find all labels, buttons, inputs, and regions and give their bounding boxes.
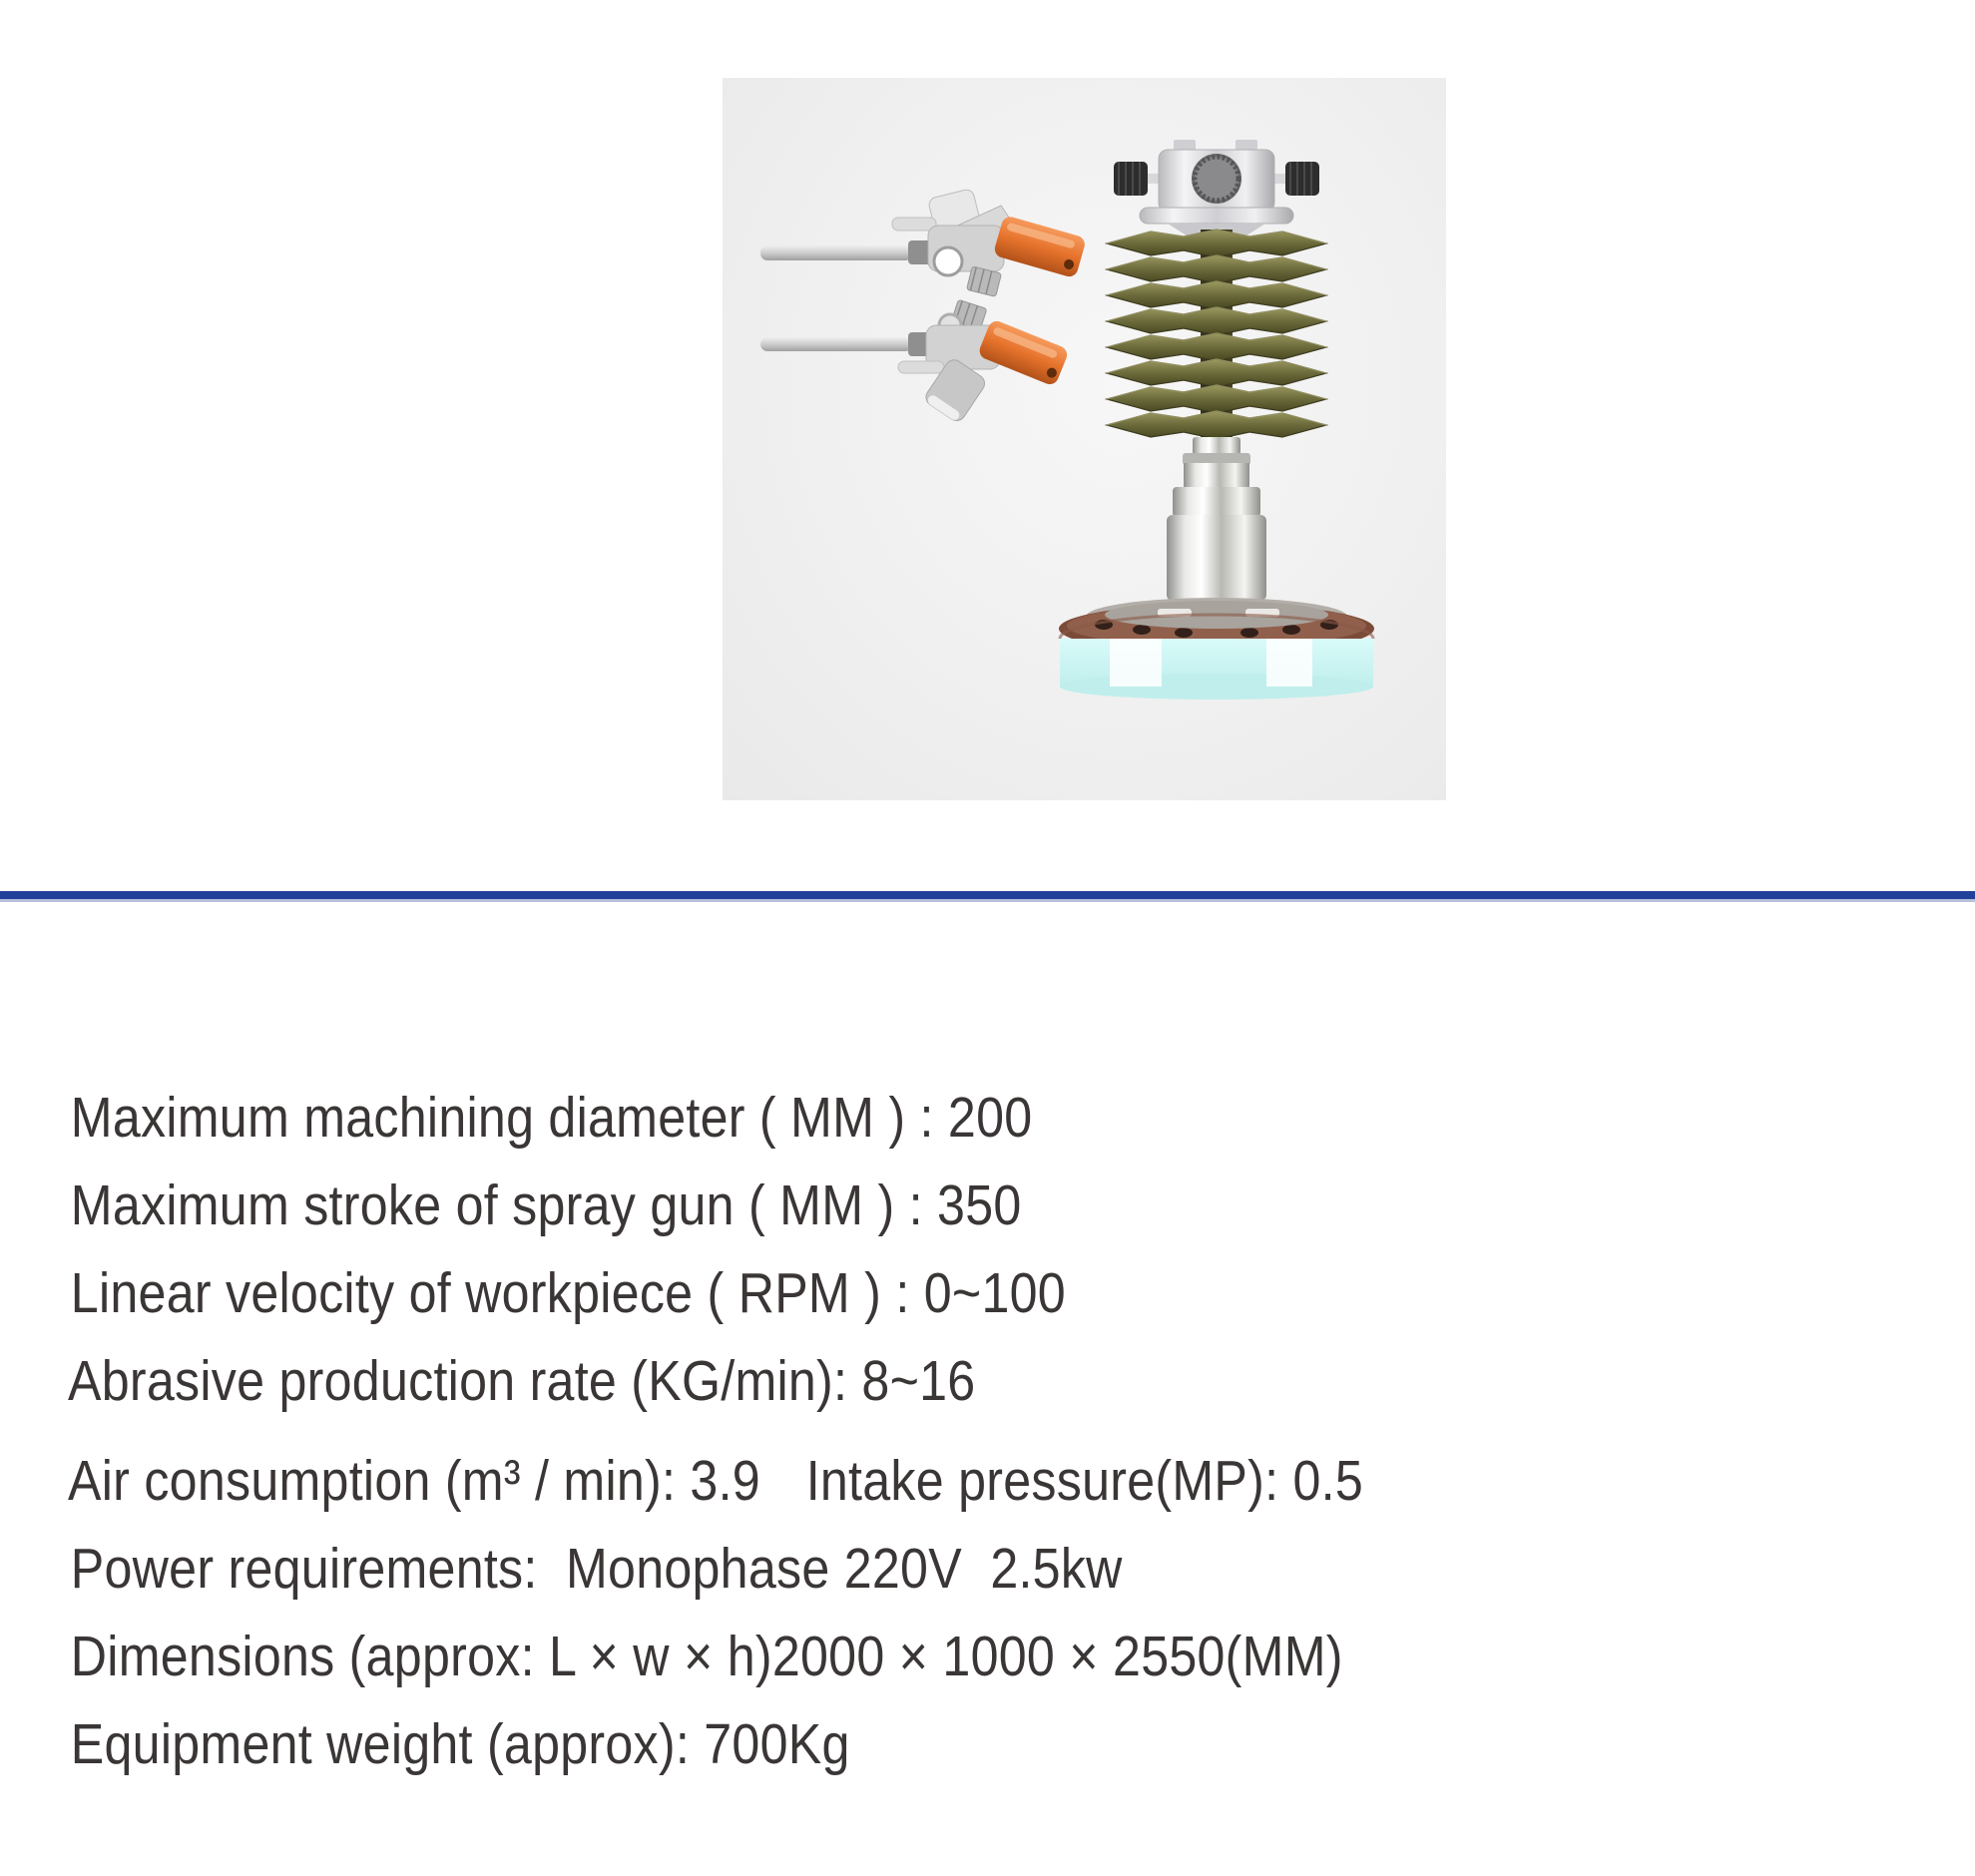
spec-abrasive-production-rate xyxy=(14,1249,1735,1413)
spec-text: Equipment weight (approx): 700Kg xyxy=(70,1712,850,1776)
spray-gun-lower xyxy=(760,299,1070,424)
spec-equipment-weight xyxy=(14,1613,1735,1776)
specification-list xyxy=(14,986,1970,1776)
spray-gun-upper xyxy=(760,179,1087,296)
spec-text: Maximum stroke of spray gun ( MM ) : 350 xyxy=(70,1173,1022,1237)
abrasive-wheel-stack xyxy=(1107,230,1326,439)
section-divider xyxy=(0,891,1975,902)
spec-max-stroke-spray-gun xyxy=(14,1074,1735,1237)
spec-text: Abrasive production rate (KG/min): 8~16 xyxy=(68,1349,976,1413)
spec-text: Linear velocity of workpiece ( RPM ) : 0~100 xyxy=(70,1261,1066,1325)
spec-air-consumption: Air consumption (m³ / min): 3.9 xyxy=(68,1449,760,1513)
spec-text: Power requirements: Monophase 220V 2.5kw xyxy=(70,1537,1123,1601)
spindle-assembly xyxy=(1059,140,1374,700)
spec-text: Maximum machining diameter ( MM ) : 200 xyxy=(70,1086,1033,1150)
spec-dimensions xyxy=(14,1525,1735,1688)
spec-power-requirements xyxy=(14,1437,1735,1601)
spec-linear-velocity-workpiece xyxy=(14,1162,1735,1325)
product-photo-box xyxy=(723,78,1446,800)
nozzle-upper xyxy=(993,215,1087,278)
nozzle-lower xyxy=(977,318,1070,387)
clamp-knob-left xyxy=(1114,162,1148,196)
clamp-knob-right xyxy=(1285,162,1319,196)
product-photo xyxy=(723,78,1446,800)
spec-intake-pressure: Intake pressure(MP): 0.5 xyxy=(805,1449,1364,1513)
spec-max-machining-diameter xyxy=(14,986,1735,1150)
spec-text: Dimensions (approx: L × w × h)2000 × 1000 × 2550(MM) xyxy=(70,1625,1343,1688)
spec-air-and-pressure xyxy=(14,1349,1735,1513)
